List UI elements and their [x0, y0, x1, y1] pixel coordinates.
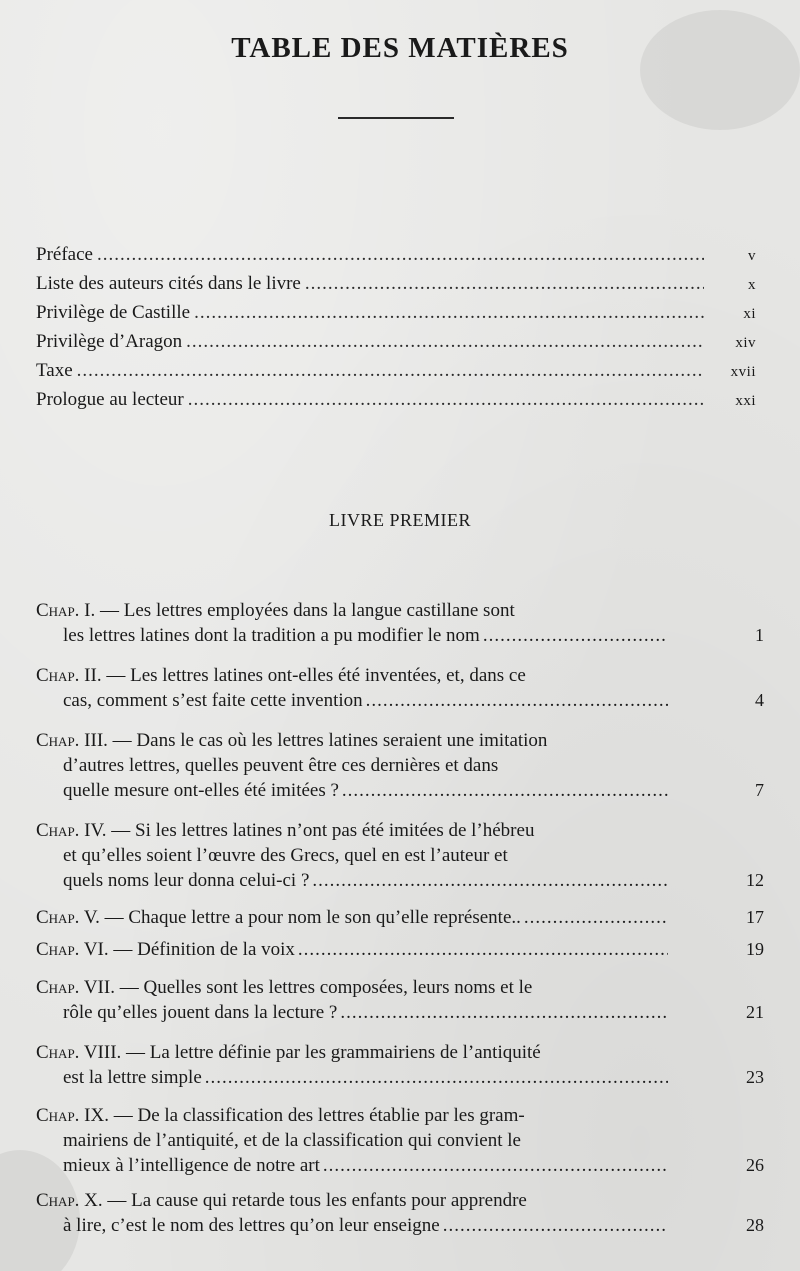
chapter-page-number: 17 — [746, 907, 764, 927]
front-matter-label: Privilège d’Aragon — [36, 331, 183, 352]
chapter-text — [36, 1188, 698, 1213]
chapter-title-line: mairiens de l’antiquité, et de la classification qui convient le — [63, 1130, 521, 1151]
chapter-entry — [36, 663, 764, 713]
chapter-page-number: 12 — [746, 870, 764, 890]
chapter-title-line: — Les lettres employées dans la langue castillane sont — [100, 600, 515, 621]
front-matter-page: xxi — [735, 393, 756, 409]
dot-leader — [524, 905, 668, 930]
chapter-text — [63, 623, 480, 648]
chapter-text — [63, 778, 339, 803]
chapter-title-line: — La lettre définie par les grammairiens de l’antiquité — [126, 1042, 541, 1063]
chapter-title-line: — Chaque lettre a pour nom le son qu’elle représente.. — [104, 907, 521, 928]
front-matter-page: xi — [743, 306, 756, 322]
chapter-title-line: à lire, c’est le nom des lettres qu’on leur enseigne — [63, 1215, 440, 1236]
front-matter-label: Privilège de Castille — [36, 302, 191, 323]
chapter-line — [36, 623, 764, 648]
chapter-entry — [36, 1040, 764, 1090]
chapter-number: Chap. VIII. — [36, 1042, 127, 1063]
front-matter-row — [36, 389, 756, 418]
chapter-text — [63, 753, 725, 778]
chapter-page-number: 28 — [746, 1215, 764, 1235]
chapter-number: Chap. VI. — [36, 939, 114, 960]
front-matter-row — [36, 360, 756, 389]
chapter-text — [63, 1000, 337, 1025]
front-matter-label: Taxe — [36, 360, 73, 381]
chapter-title-line: et qu’elles soient l’œuvre des Grecs, quel en est l’auteur et — [63, 845, 508, 866]
chapter-text — [63, 1065, 202, 1090]
front-matter-row — [36, 302, 756, 331]
chapter-entry — [36, 905, 764, 930]
chapter-page-number: 23 — [746, 1067, 764, 1087]
chapter-line — [36, 728, 764, 753]
front-matter-row — [36, 331, 756, 360]
front-matter-label: Préface — [36, 244, 93, 265]
chapter-page-number: 21 — [746, 1002, 764, 1022]
chapter-line — [36, 753, 764, 778]
front-matter-page: xiv — [735, 335, 756, 351]
paper-stain — [640, 10, 800, 130]
chapter-entry — [36, 1188, 764, 1238]
chapter-line — [36, 1065, 764, 1090]
title-rule — [338, 117, 454, 119]
chapter-page-number: 7 — [755, 780, 764, 800]
chapter-title-line: les lettres latines dont la tradition a pu modifier le nom — [63, 625, 480, 646]
chapter-number: Chap. IV. — [36, 820, 112, 841]
chapter-number: Chap. I. — [36, 600, 101, 621]
chapter-line — [36, 1213, 764, 1238]
dot-leader — [205, 1065, 668, 1090]
dot-leader — [77, 360, 704, 382]
front-matter-page: xvii — [730, 364, 756, 380]
dot-leader — [298, 937, 668, 962]
dot-leader — [483, 623, 668, 648]
chapter-text — [63, 1213, 440, 1238]
dot-leader — [443, 1213, 668, 1238]
chapter-title-line: — Les lettres latines ont-elles été inventées, et, dans ce — [106, 665, 526, 686]
chapter-title-line: cas, comment s’est faite cette invention — [63, 690, 363, 711]
chapter-title-line: — Dans le cas où les lettres latines seraient une imitation — [112, 730, 548, 751]
dot-leader — [323, 1153, 668, 1178]
book-heading: LIVRE PREMIER — [328, 510, 471, 530]
front-matter-label: Liste des auteurs cités dans le livre — [36, 273, 301, 294]
chapter-text — [63, 1153, 320, 1178]
dot-leader — [366, 688, 668, 713]
dot-leader — [188, 389, 704, 411]
chapter-line — [36, 868, 764, 893]
chapter-text — [36, 937, 295, 962]
chapter-text — [63, 688, 363, 713]
chapter-page-number: 19 — [746, 939, 764, 959]
chapter-title-line: quelle mesure ont-elles été imitées ? — [63, 780, 339, 801]
chapter-line — [36, 1000, 764, 1025]
chapter-number: Chap. IX. — [36, 1105, 114, 1126]
chapter-line — [36, 975, 764, 1000]
chapter-text — [36, 975, 698, 1000]
dot-leader — [97, 244, 704, 266]
chapter-entry — [36, 1103, 764, 1178]
front-matter-row — [36, 273, 756, 302]
chapter-entry — [36, 937, 764, 962]
front-matter-page: x — [748, 277, 756, 293]
chapter-title-line: — Si les lettres latines n’ont pas été imitées de l’hébreu — [111, 820, 535, 841]
chapter-entry — [36, 975, 764, 1025]
chapter-text — [63, 1128, 725, 1153]
chapter-text — [36, 663, 698, 688]
chapter-page-number: 4 — [755, 690, 764, 710]
dot-leader — [186, 331, 704, 353]
chapter-line — [36, 1103, 764, 1128]
chapter-entry — [36, 728, 764, 803]
chapter-line — [36, 778, 764, 803]
chapter-number: Chap. II. — [36, 665, 107, 686]
dot-leader — [312, 868, 668, 893]
chapter-text — [36, 598, 698, 623]
chapter-line — [36, 663, 764, 688]
chapter-line — [36, 1188, 764, 1213]
chapter-text — [36, 1103, 698, 1128]
chapter-title-line: — Définition de la voix — [113, 939, 295, 960]
chapter-line — [36, 843, 764, 868]
chapter-title-line: rôle qu’elles jouent dans la lecture ? — [63, 1002, 338, 1023]
chapter-line — [36, 1128, 764, 1153]
chapter-page-number: 26 — [746, 1155, 764, 1175]
chapter-title-line: mieux à l’intelligence de notre art — [63, 1155, 320, 1176]
chapter-text — [36, 905, 521, 930]
chapter-title-line: — Quelles sont les lettres composées, leurs noms et le — [119, 977, 533, 998]
chapter-entry — [36, 818, 764, 893]
dot-leader — [342, 778, 668, 803]
chapter-text — [36, 728, 698, 753]
chapter-title-line: — De la classification des lettres établie par les gram- — [113, 1105, 525, 1126]
chapter-title-line: — La cause qui retarde tous les enfants pour apprendre — [107, 1190, 527, 1211]
chapter-line — [36, 905, 764, 930]
chapter-text — [63, 868, 309, 893]
dot-leader — [340, 1000, 668, 1025]
chapter-line — [36, 1040, 764, 1065]
chapter-text — [36, 1040, 698, 1065]
chapter-title-line: est la lettre simple — [63, 1067, 202, 1088]
chapter-line — [36, 937, 764, 962]
chapter-line — [36, 818, 764, 843]
chapter-entry — [36, 598, 764, 648]
chapter-number: Chap. V. — [36, 907, 105, 928]
dot-leader — [305, 273, 704, 295]
chapter-number: Chap. VII. — [36, 977, 120, 998]
front-matter-list — [36, 244, 756, 418]
front-matter-row — [36, 244, 756, 273]
page-title: TABLE DES MATIÈRES — [231, 32, 569, 64]
chapter-text — [36, 818, 698, 843]
dot-leader — [194, 302, 704, 324]
chapter-title-line: d’autres lettres, quelles peuvent être ces dernières et dans — [63, 755, 499, 776]
chapter-title-line: quels noms leur donna celui-ci ? — [63, 870, 310, 891]
chapter-number: Chap. X. — [36, 1190, 108, 1211]
chapter-line — [36, 598, 764, 623]
chapter-number: Chap. III. — [36, 730, 113, 751]
chapter-page-number: 1 — [755, 625, 764, 645]
chapter-text — [63, 843, 725, 868]
front-matter-page: v — [748, 248, 756, 264]
chapter-line — [36, 688, 764, 713]
front-matter-label: Prologue au lecteur — [36, 389, 184, 410]
chapter-line — [36, 1153, 764, 1178]
